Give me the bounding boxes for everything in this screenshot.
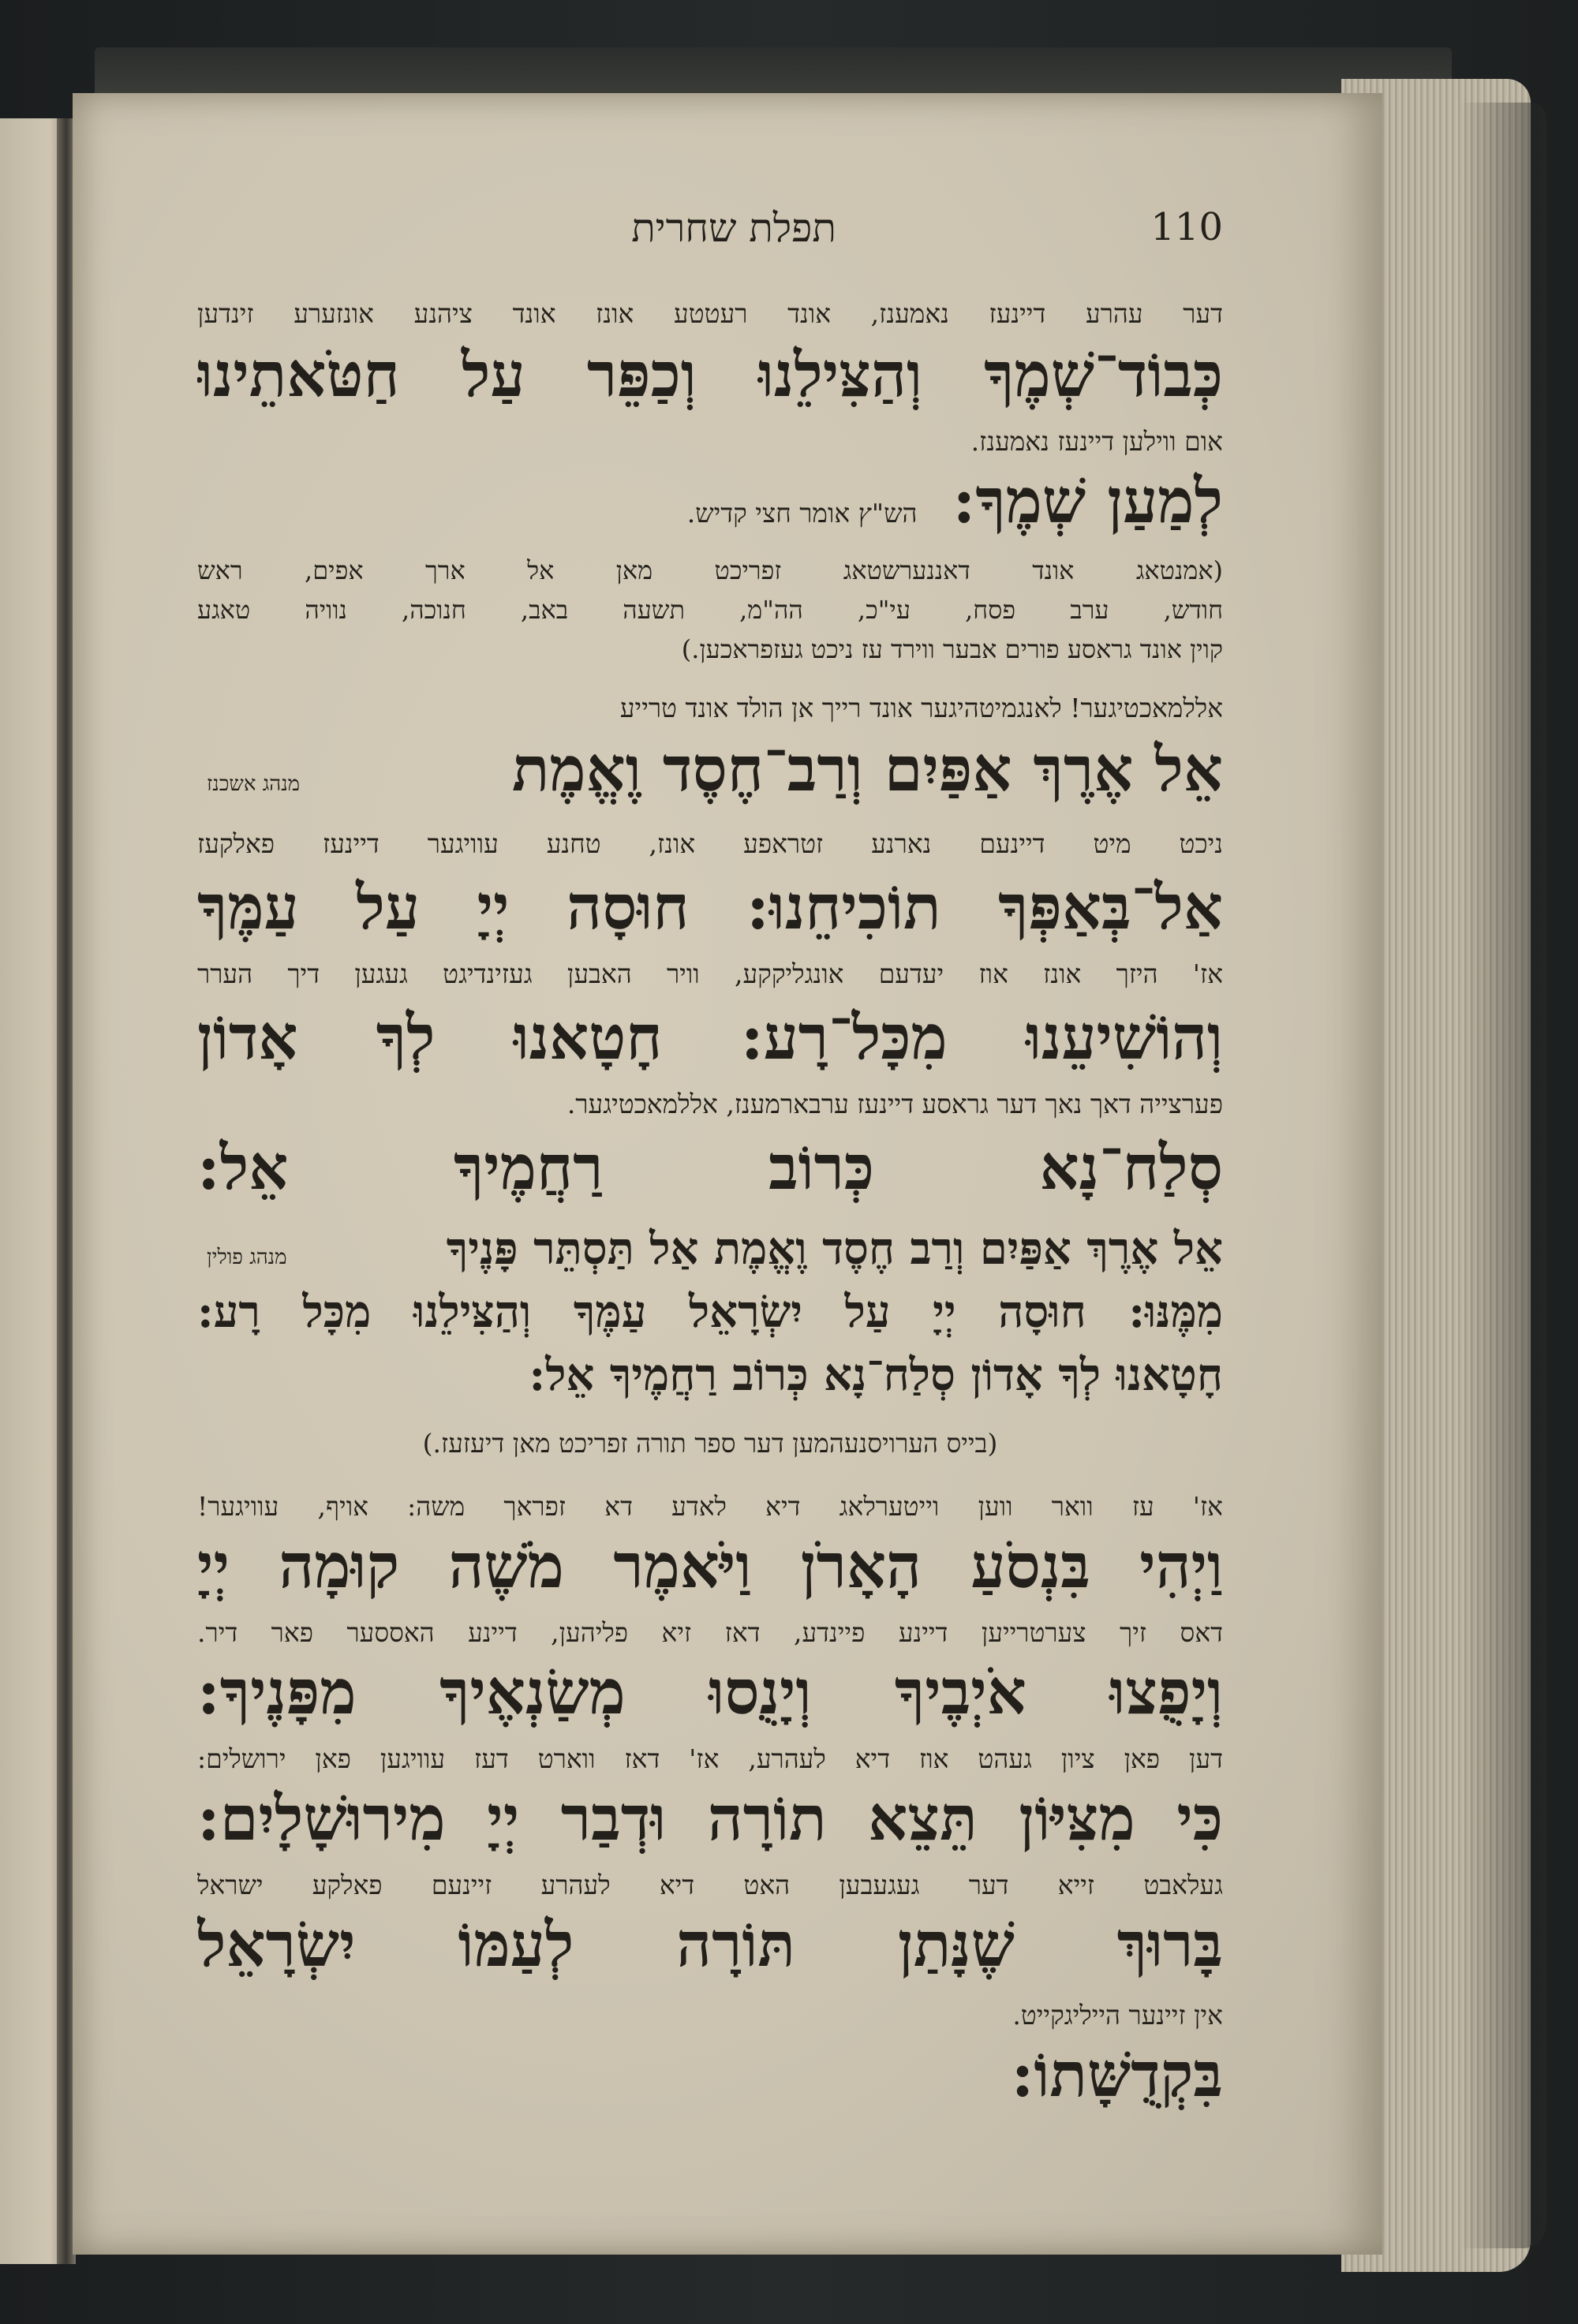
- hebrew-line-with-margin: [197, 734, 1223, 805]
- translation-line: אום ווילען דיינעז נאמענז.: [970, 426, 1223, 457]
- translation-line: דאס זיך צערטרייען דיינע פיינדע, דאז זיא פליהען, דיינע האססער פאר דיר.: [197, 1617, 1223, 1648]
- hebrew-line: חָטָאנוּ לְךָ אָדוֹן סְלַח־נָא כְּרוֹב רַחֲמֶיךָ אֵל:: [529, 1349, 1223, 1401]
- hebrew-line: וְיָפֻצוּ אֹיְבֶיךָ וְיָנֻסוּ מְשַׂנְאֶיךָ מִפָּנֶיךָ:: [197, 1657, 1223, 1728]
- page-title: תפלת שחרית: [631, 205, 836, 251]
- instruction-note: חודש, ערב פסח, עי"כ, הה"מ, תשעה באב, חנוכה, נוויה טאגע: [197, 595, 1223, 625]
- translation-line: פערצייה דאך נאך דער גראסע דיינעז ערבארמענז, אללמאכטיגער.: [567, 1089, 1223, 1119]
- hebrew-line-with-margin: [197, 1223, 1223, 1275]
- hebrew-line: מִמֶּנּוּ: חוּסָה יְיָ עַל יִשְׂרָאֵל עַמֶּךָ וְהַצִּילֵנוּ מִכָּל רָע:: [197, 1286, 1223, 1338]
- hebrew-line: כְּבוֹד־שְׁמֶךָ וְהַצִּילֵנוּ וְכַפֵּר עַל חַטֹּאתֵינוּ: [197, 339, 1223, 411]
- page-number: 110: [1150, 205, 1223, 249]
- translation-line: אז' היזך אונז אוז יעדעם אונגליקקע, וויר האבען געזינדיגט געגען דיך הערר: [197, 958, 1223, 989]
- hebrew-line: וַיְהִי בִּנְסֹעַ הָאָרֹן וַיֹּאמֶר מֹשֶׁה קוּמָה יְיָ: [197, 1530, 1223, 1602]
- page-header: [197, 205, 1223, 260]
- hebrew-line: כִּי מִצִּיּוֹן תֵּצֵא תוֹרָה וּדְבַר יְיָ מִירוּשָׁלָיִם:: [197, 1783, 1223, 1855]
- margin-note: מנהג פולין: [207, 1246, 287, 1269]
- page-edges-shadow: [1460, 103, 1546, 2248]
- hebrew-line: בָּרוּךְ שֶׁנָּתַן תּוֹרָה לְעַמּוֹ יִשְׂרָאֵל: [197, 1909, 1223, 1981]
- hebrew-text: אֵל אֶרֶךְ אַפַּיִם וְרַב־חֶסֶד וֶאֱמֶת: [511, 734, 1223, 805]
- instruction-note: (אמנטאג אונד דאננערשטאג זפריכט מאן אל ארך אפים, ראש: [197, 555, 1223, 585]
- hebrew-text: אֵל אֶרֶךְ אַפַּיִם וְרַב חֶסֶד וֶאֱמֶת אַל תַּסְתֵּר פָּנֶיךָ: [446, 1223, 1223, 1275]
- hebrew-line: בִּקְדֻשָּׁתוֹ:: [1011, 2039, 1223, 2111]
- hebrew-line: וְהוֹשִׁיעֵנוּ מִכָּל־רָע: חָטָאנוּ לְךָ אָדוֹן: [197, 1002, 1223, 1074]
- hebrew-line: סְלַח־נָא כְּרוֹב רַחֲמֶיךָ אֵל:: [197, 1132, 1223, 1204]
- hebrew-text: לְמַעַן שְׁמֶךָ:: [952, 465, 1223, 537]
- translation-line: אללמאכטיגער! לאנגמיטהיגער אונד רייך אן הולד אונד טרייע: [619, 693, 1223, 723]
- hebrew-line-with-note: [197, 465, 1223, 537]
- hebrew-line: אַל־בְּאַפְּךָ תוֹכִיחֵנוּ: חוּסָה יְיָ עַל עַמֶּךָ: [197, 872, 1223, 943]
- translation-line: דער עהרע דיינעז נאמענז, אונד רעטטע אונז אונד ציהנע אונזערע זינדען: [197, 298, 1223, 329]
- instruction-note: הש"ץ אומר חצי קדיש.: [686, 498, 918, 529]
- translation-line: געלאבט זייא דער געגעבען האט דיא לעהרע זיינעם פאלקע ישראל: [197, 1870, 1223, 1900]
- margin-note: מנהג אשכנז: [207, 772, 301, 796]
- translation-line: אין זיינער הייליגקייט.: [1012, 2000, 1223, 2031]
- translation-line: אז' עז וואר ווען וייטערלאג דיא לאדע דא זפראך משה: אויף, עוויגער!: [197, 1491, 1223, 1522]
- translation-line: ניכט מיט דיינעם נארנע זטראפע אונז, טחנע עוויגער דיינעז פאלקעז: [197, 828, 1223, 859]
- instruction-note: (בייס הערויסנעהמען דער ספר תורה זפריכט מאן דיעזעז.): [422, 1428, 998, 1459]
- translation-line: דען פאן ציון געהט אוז דיא לעהרע, אז' דאז ווארט דעז עוויגען פאן ירושלים:: [197, 1743, 1223, 1774]
- instruction-note: קוין אונד גראסע פורים אבער ווירד עז ניכט געזפראכען.): [681, 634, 1223, 664]
